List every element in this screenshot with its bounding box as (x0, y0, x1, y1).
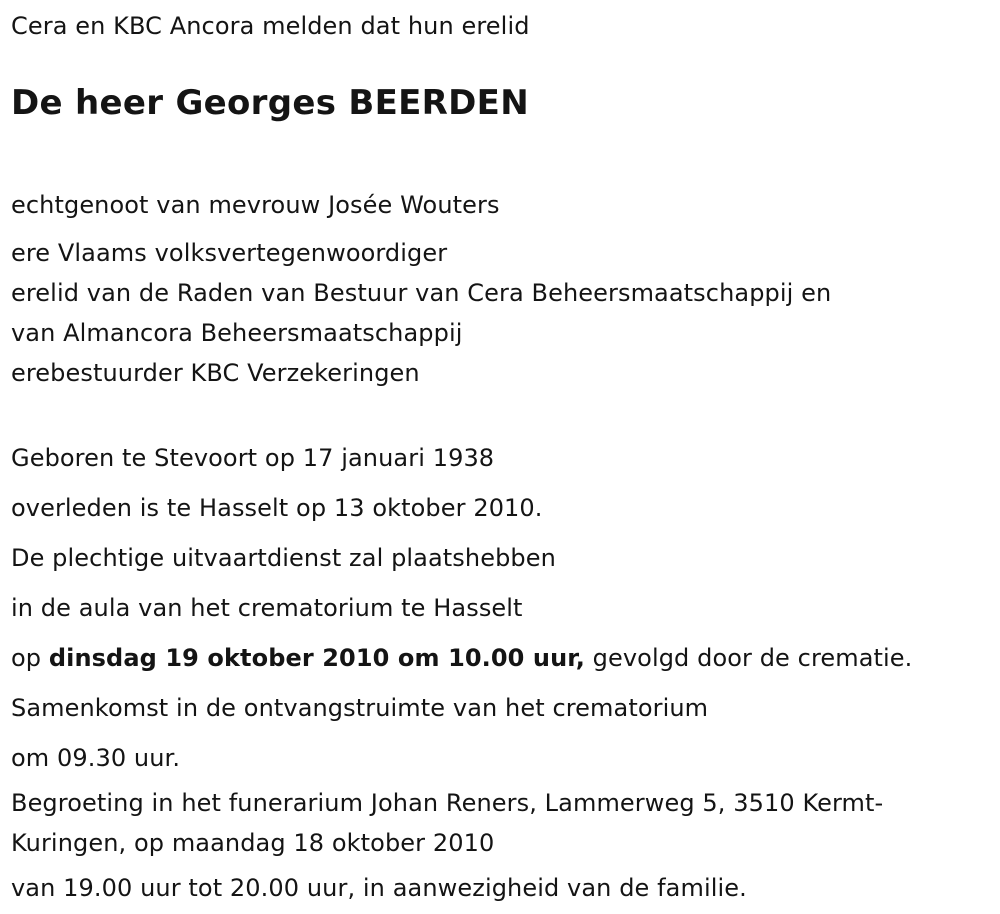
greeting-block (11, 783, 991, 863)
service-text-3 (11, 633, 991, 683)
gathering-text-1: Samenkomst in de ontvangstruimte van het crematorium (11, 694, 709, 722)
greeting-text-2: Kuringen, op maandag 18 oktober 2010 (11, 829, 495, 857)
service-prefix: op (11, 644, 49, 672)
function-line: erelid van de Raden van Bestuur van Cera Beheersmaatschappij en (11, 279, 832, 307)
service-date-time: dinsdag 19 oktober 2010 om 10.00 uur, (48, 644, 585, 672)
function-line: van Almancora Beheersmaatschappij (11, 319, 463, 347)
spouse-text: echtgenoot van mevrouw Josée Wouters (11, 191, 500, 219)
death-announcement (11, 0, 991, 913)
service-suffix: gevolgd door de crematie. (584, 644, 913, 672)
function-line: erebestuurder KBC Verzekeringen (11, 359, 420, 387)
functions-list (11, 233, 991, 393)
gathering-text-2: om 09.30 uur. (11, 744, 181, 772)
intro-text: Cera en KBC Ancora melden dat hun erelid (11, 12, 530, 40)
events-block (11, 433, 991, 913)
greeting-text-1: Begroeting in het funerarium Johan Reners, Lammerweg 5, 3510 Kermt- (11, 789, 884, 817)
function-line: ere Vlaams volksvertegenwoordiger (11, 239, 448, 267)
death-text: overleden is te Hasselt op 13 oktober 2010. (11, 494, 543, 522)
service-text-2: in de aula van het crematorium te Hasselt (11, 594, 523, 622)
service-text-1: De plechtige uitvaartdienst zal plaatshebben (11, 544, 556, 572)
greeting-text-3: van 19.00 uur tot 20.00 uur, in aanwezigheid van de familie. (11, 874, 747, 902)
birth-text: Geboren te Stevoort op 17 januari 1938 (11, 444, 495, 472)
deceased-name: De heer Georges BEERDEN (11, 83, 529, 123)
